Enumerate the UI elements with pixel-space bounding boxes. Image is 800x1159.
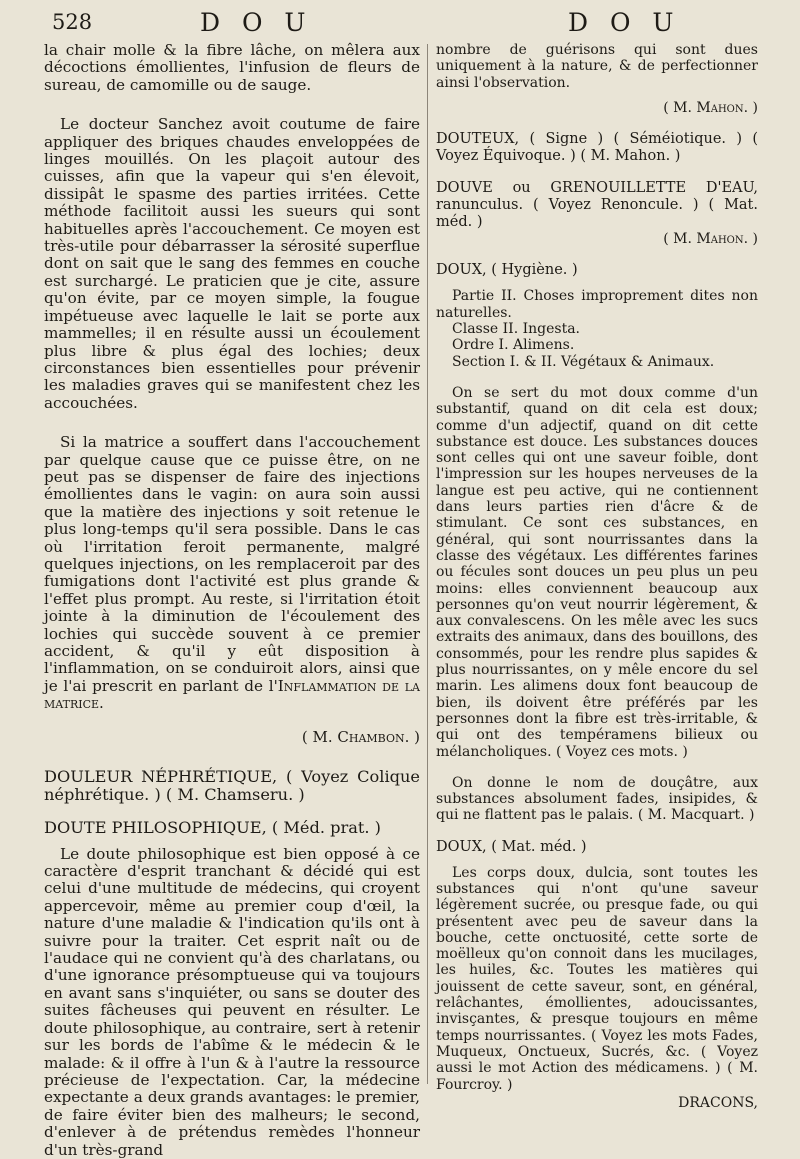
continued-paragraph: nombre de guérisons qui sont dues uniquement à la nature, & de perfectionner ainsi l'observation. [436, 42, 758, 91]
paragraph-matrice: Si la matrice a souffert dans l'accouchement par quelque cause que ce puisse être, on ne peut pas se dispenser de faire des injections émollientes dans le vagin: on aura soin aussi que la matière des injections y soit retenue le plus long-temps qu'il sera possible. Dans le cas où l'irritation feroit permanente, malgré quelques injections, on les remplaceroit par des fumigations dont l'activité est plus grande & l'effet plus prompt. Au reste, si l'irritation étoit jointe à la diminution de l'écoulement des lochies qui succède souvent à ce premier accident, & qu'il y eût disposition à l'inflammation, on se conduiroit alors, ainsi que je l'ai prescrit en parlant de l'Inflammation de la matrice. [44, 433, 420, 713]
paragraph-doux-mat-med: Les corps doux, dulcia, sont toutes les substances qui n'ont qu'une saveur légèrement sucrée, ou presque fade, ou qui présentent avec peu de saveur dans la bouche, cette onctuosité, cette sorte de moëlleux qu'on connoit dans les mucilages, les huiles, &c. Toutes les matières qui jouissent de cette saveur, sont, en général, relâchantes, émollientes, adoucissantes, invisçantes, & presque toujours en même temps nourrissantes. ( Voyez les mots Fades, Muqueux, Onctueux, Sucrés, &c. ( Voyez aussi le mot Action des médicamens. ) ( M. Fourcroy. ) [436, 864, 758, 1093]
article-douleur-nephretique: DOULEUR NÉPHRÉTIQUE, ( Voyez Colique néphrétique. ) ( M. Chamseru. ) [44, 766, 420, 804]
catchword: DRACONS, [678, 1094, 758, 1111]
right-column [436, 42, 758, 1111]
paragraph-sanchez: Le docteur Sanchez avoit coutume de faire appliquer des briques chaudes enveloppées de linges mouillés. On les plaçoit autour des cuisses, afin que la vapeur qui s'en élevoit, dissipât le spasme des parties irritées. Cette méthode facilitoit aussi les sueurs qui sont habituelles après l'accouchement. Ce moyen est très-utile pour débarrasser la sérosité superflue dont on sait que le sang des femmes en couche est surchargé. Le praticien que je cite, assure qu'on évite, par ce moyen simple, la fougue impétueuse avec laquelle le lait se porte aux mammelles; il en résulte aussi un écoulement plus libre & plus égal des lochies; deux circonstances bien essentielles pour prévenir les maladies graves qui se manifestent chez les accouchées. [44, 115, 420, 412]
article-doux-mat-med-heading: DOUX, ( Mat. méd. ) [436, 838, 587, 855]
paragraph-doucatre: On donne le nom de douçâtre, aux substances absolument fades, insipides, & qui ne flattent pas le palais. ( M. Macquart. ) [436, 774, 758, 824]
left-column [44, 41, 420, 1159]
column-divider [427, 44, 428, 1084]
paragraph-doute: Le doute philosophique est bien opposé à ce caractère d'esprit tranchant & décidé qui est celui d'une multitude de médecins, qui croyent appercevoir, même au premier coup d'œil, la nature d'une maladie & l'indication qu'ils ont à suivre pour la traiter. Cet esprit naît ou de l'audace qui ne convient qu'à des charlatans, ou d'une ignorance présomptueuse qui va toujours en avant sans s'inquiéter, ou sans se douter des suites fâcheuses qui peuvent en résulter. Le doute philosophique, au contraire, sert à retenir sur les bords de l'abîme & le médecin & le malade: & il offre à l'un & à l'autre la ressource précieuse de l'expectation. Car, la médecine expectante a deux grands avantages: le premier, de faire éviter bien des malheurs; le second, d'enlever à de prétendus remèdes l'honneur d'un très-grand [44, 844, 420, 1159]
article-doute-philosophique-heading: DOUTE PHILOSOPHIQUE, ( Méd. prat. ) [44, 817, 381, 837]
paragraph-doux-hygiene: On se sert du mot doux comme d'un substantif, quand on dit cela est doux; comme d'un adjectif, quand on dit cette substance est douce. Les substances douces sont celles qui ont une saveur foible, dont l'impression sur les houpes nerveuses de la langue est peu active, qui ne contiennent dans leurs parties rien d'âcre & de stimulant. Ce sont ces substances, en général, qui sont nourrissantes dans la classe des végétaux. Les différentes farines ou fécules sont douces un peu plus un peu moins: elles conviennent beaucoup aux personnes qu'on veut nourrir légèrement, & aux convalescens. On les mêle avec les sucs extraits des animaux, dans des bouillons, des consommés, pour les rendre plus sapides & plus nourrissantes, on y mêle encore du sel marin. Les alimens doux font beaucoup de bien, ils doivent être préférés par les personnes dont la fibre est très-irritable, & qui ont des tempéramens bilieux ou mélancholiques. ( Voyez ces mots. ) [436, 384, 758, 760]
continued-paragraph: la chair molle & la fibre lâche, on mêlera aux décoctions émollientes, l'infusion de fleurs de sureau, de camomille ou de sauge. [44, 41, 420, 94]
article-douve: DOUVE ou GRENOUILLETTE D'EAU, ranunculus. ( Voyez Renoncule. ) ( Mat. méd. ) [436, 180, 758, 231]
subsection-partie: Partie II. Choses improprement dites non naturelles. [436, 288, 758, 321]
author-signature: ( M. Mahon. ) [663, 231, 758, 248]
running-title-left: D O U [200, 8, 313, 37]
page-header [0, 6, 800, 40]
subsection-section: Section I. & II. Végétaux & Animaux. [452, 353, 715, 370]
running-title-right: D O U [568, 8, 681, 37]
cross-reference: Inflammation de la matrice. [44, 676, 420, 713]
subsection-classe: Classe II. Ingesta. [452, 321, 581, 338]
author-signature: ( M. Mahon. ) [663, 99, 758, 116]
page-number: 528 [52, 10, 93, 34]
article-douteux: DOUTEUX, ( Signe ) ( Séméiotique. ) ( Voyez Équivoque. ) ( M. Mahon. ) [436, 131, 758, 165]
article-doux-hygiene-heading: DOUX, ( Hygiène. ) [436, 262, 578, 279]
author-signature: ( M. Chambon. ) [301, 727, 420, 746]
subsection-ordre: Ordre I. Alimens. [452, 337, 575, 354]
